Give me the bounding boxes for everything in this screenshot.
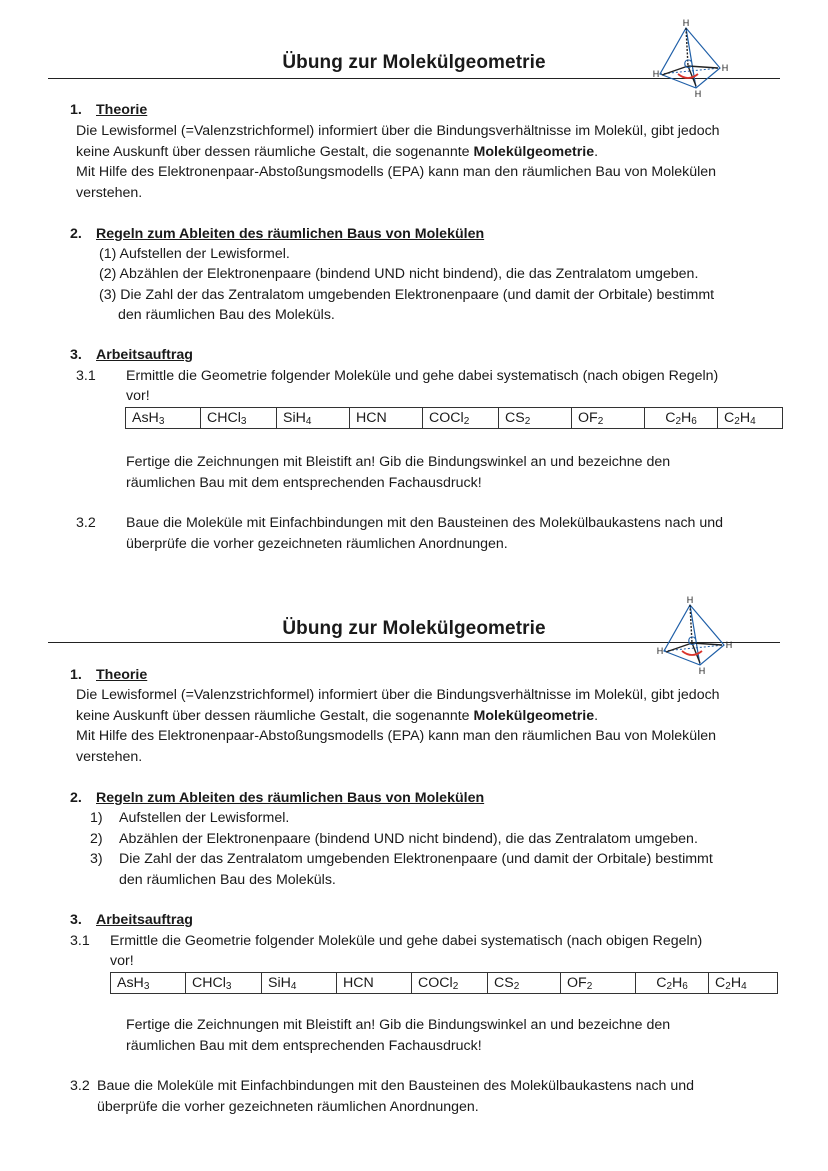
task-text: Baue die Moleküle mit Einfachbindungen mit den Bausteinen des Molekülbaukastens nach und [126,515,724,531]
task-text: vor! [126,388,150,404]
section-number: 3. [70,912,82,928]
task-text: Ermittle die Geometrie folgender Moleküle und gehe dabei systematisch (nach obigen Regeln) [126,368,719,384]
molecule-cell: COCl$_2$ [412,973,488,994]
rule-item: (3) Die Zahl der das Zentralatom umgebenden Elektronenpaare (und damit der Orbitale) bestimmt [99,287,715,303]
molecule-cell: $CS_2$ [488,973,561,994]
bond-angle-arc [678,74,698,78]
theory-line [76,706,598,727]
atom-label: H [656,646,664,656]
molecule-cell: $OF_2$ [572,408,645,429]
rule-item: Die Zahl der das Zentralatom umgebenden Elektronenpaare (und damit der Orbitale) bestimmt [119,851,713,867]
molecule-cell: SiH$_4$ [277,408,350,429]
rule-item: den räumlichen Bau des Moleküls. [118,307,335,323]
section-number: 2. [70,790,82,806]
drawing-instruction: räumlichen Bau mit dem entsprechenden Fachausdruck! [126,1038,482,1054]
list-marker: 1) [90,810,103,826]
section-title: Theorie [96,102,148,118]
section-title: Arbeitsauftrag [96,912,193,928]
molecule-cell: SiH$_4$ [262,973,337,994]
rule-item: Aufstellen der Lewisformel. [119,810,290,826]
task-text: Ermittle die Geometrie folgender Moleküle und gehe dabei systematisch (nach obigen Regeln) [110,933,703,949]
text-run: keine Auskunft über dessen räumliche Gestalt, die sogenannte [76,708,474,724]
atom-label: H [698,666,706,675]
molecule-cell: $C_2H_4$ [709,973,778,994]
section-2-heading [70,788,484,809]
atom-label: H [694,89,702,98]
page-title: Übung zur Molekülgeometrie [282,618,546,639]
drawing-instruction: räumlichen Bau mit dem entsprechenden Fachausdruck! [126,475,482,491]
section-1-heading [70,665,147,686]
molecule-cell: $C_2H_4$ [718,408,783,429]
molecule-cell: COCl$_2$ [423,408,499,429]
section-3-heading [70,345,193,366]
section-title: Regeln zum Ableiten des räumlichen Baus von Molekülen [96,226,485,242]
molecule-cell: HCN [350,408,423,429]
bond-angle-arc [682,651,702,655]
text-run: keine Auskunft über dessen räumliche Gestalt, die sogenannte [76,144,474,160]
task-text: überprüfe die vorher gezeichneten räumlichen Anordnungen. [126,536,508,552]
worksheet-bottom [0,563,828,1143]
rule-item: (1) Aufstellen der Lewisformel. [99,246,290,262]
section-number: 1. [70,102,82,118]
rule-item: Abzählen der Elektronenpaare (bindend UND nicht bindend), die das Zentralatom umgeben. [119,831,698,847]
task-number: 3.1 [76,368,96,384]
drawing-instruction: Fertige die Zeichnungen mit Bleistift an! Gib die Bindungswinkel an und bezeichne den [126,454,671,470]
section-number: 1. [70,667,82,683]
molecule-cell: $C_2H_6$ [636,973,709,994]
list-marker: 2) [90,831,103,847]
page-title: Übung zur Molekülgeometrie [282,52,546,73]
atom-label: H [725,640,733,650]
section-number: 2. [70,226,82,242]
molecule-table [110,972,778,994]
theory-line: verstehen. [76,185,143,201]
theory-line: Mit Hilfe des Elektronenpaar-Abstoßungsmodells (EPA) kann man den räumlichen Bau von Molekülen [76,728,717,744]
molecule-cell: AsH$_3$ [126,408,201,429]
atom-label: H [652,69,660,79]
section-3-heading [70,910,193,931]
worksheet-top [0,0,828,580]
molecule-cell: $CS_2$ [499,408,572,429]
text-run: . [594,708,599,724]
bold-term: Molekülgeometrie [473,144,595,160]
atom-label: H [721,63,729,73]
task-text: vor! [110,953,134,969]
molecule-cell: CHCl$_3$ [186,973,262,994]
theory-line: Die Lewisformel (=Valenzstrichformel) informiert über die Bindungsverhältnisse im Molekül, gibt jedoch [76,687,720,703]
section-title: Theorie [96,667,148,683]
theory-line [76,142,598,163]
molecule-cell: AsH$_3$ [111,973,186,994]
list-marker: 3) [90,851,103,867]
section-title: Arbeitsauftrag [96,347,193,363]
tetrahedron-diagram [648,18,738,98]
atom-label: H [682,18,690,28]
molecule-cell: $OF_2$ [561,973,636,994]
molecule-cell: HCN [337,973,412,994]
theory-line: verstehen. [76,749,143,765]
molecule-table [125,407,783,429]
task-number: 3.2 [70,1078,90,1094]
section-1-heading [70,100,147,121]
molecule-cell: $C_2H_6$ [645,408,718,429]
tetrahedron-diagram [652,595,742,675]
bold-term: Molekülgeometrie [473,708,595,724]
task-text: überprüfe die vorher gezeichneten räumlichen Anordnungen. [97,1099,479,1115]
molecule-cell: CHCl$_3$ [201,408,277,429]
theory-line: Die Lewisformel (=Valenzstrichformel) informiert über die Bindungsverhältnisse im Molekül, gibt jedoch [76,123,720,139]
rule-item: (2) Abzählen der Elektronenpaare (bindend UND nicht bindend), die das Zentralatom umgeben. [99,266,699,282]
task-text: Baue die Moleküle mit Einfachbindungen mit den Bausteinen des Molekülbaukastens nach und [97,1078,695,1094]
theory-line: Mit Hilfe des Elektronenpaar-Abstoßungsmodells (EPA) kann man den räumlichen Bau von Molekülen [76,164,717,180]
rule-item: den räumlichen Bau des Moleküls. [119,872,336,888]
section-title: Regeln zum Ableiten des räumlichen Baus von Molekülen [96,790,485,806]
text-run: . [594,144,599,160]
atom-label: H [686,595,694,605]
task-number: 3.2 [76,515,96,531]
atom-label: C [683,57,693,71]
atom-label: C [687,634,697,648]
section-number: 3. [70,347,82,363]
section-2-heading [70,224,484,245]
drawing-instruction: Fertige die Zeichnungen mit Bleistift an! Gib die Bindungswinkel an und bezeichne den [126,1017,671,1033]
task-number: 3.1 [70,933,90,949]
